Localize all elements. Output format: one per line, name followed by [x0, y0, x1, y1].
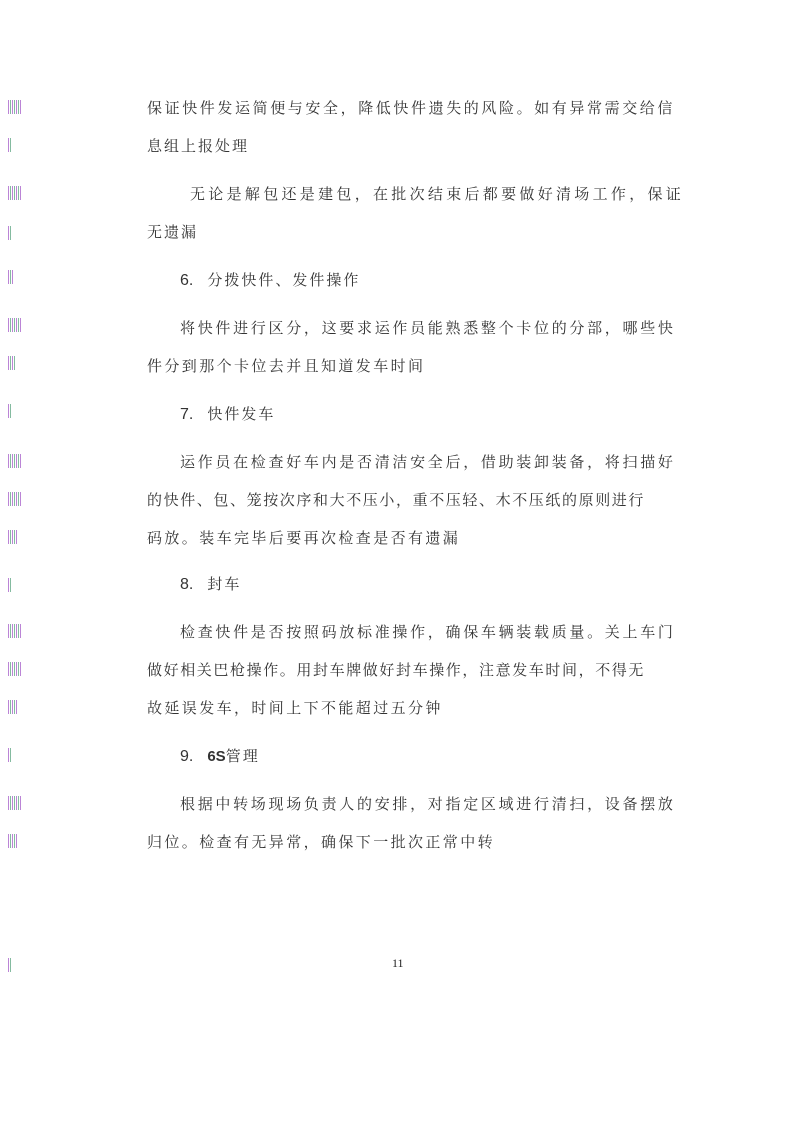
margin-mark [8, 270, 13, 284]
paragraph-line: 件分到那个卡位去并且知道发车时间 [147, 357, 426, 375]
margin-mark [8, 226, 11, 240]
margin-mark [8, 356, 16, 370]
margin-mark [8, 834, 18, 848]
paragraph-line: 无论是解包还是建包，在批次结束后都要做好清场工作，保证 [190, 185, 685, 203]
paragraph-line: 息组上报处理 [147, 137, 250, 155]
margin-mark [8, 492, 22, 506]
section-title: 封车 [207, 575, 242, 593]
paragraph-line: 根据中转场现场负责人的安排，对指定区域进行清扫，设备摆放 [180, 795, 676, 813]
margin-mark [8, 318, 22, 332]
margin-mark [8, 958, 11, 972]
margin-mark [8, 404, 11, 418]
section-number: 7. [180, 406, 194, 423]
section-number: 6. [180, 272, 194, 289]
paragraph-line: 运作员在检查好车内是否清洁安全后，借助装卸装备，将扫描好 [180, 453, 676, 471]
section-title: 快件发车 [207, 405, 276, 423]
margin-mark [8, 530, 18, 544]
margin-scan-marks [4, 0, 24, 1123]
margin-mark [8, 624, 22, 638]
section-title-bold: 6S [207, 748, 226, 765]
section-heading-9 [180, 746, 260, 767]
paragraph-line: 保证快件发运简便与安全，降低快件遗失的风险。如有异常需交给信 [147, 99, 676, 117]
section-heading-7 [180, 404, 275, 425]
paragraph-line: 无遗漏 [147, 223, 199, 241]
margin-mark [8, 748, 11, 762]
paragraph-line: 码放。装车完毕后要再次检查是否有遗漏 [147, 529, 461, 547]
section-heading-6 [180, 270, 360, 291]
section-number: 9. [180, 748, 194, 765]
margin-mark [8, 662, 22, 676]
section-title: 分拨快件、发件操作 [207, 271, 361, 289]
page-number: 11 [392, 956, 404, 970]
margin-mark [8, 796, 22, 810]
margin-mark [8, 138, 12, 152]
margin-mark [8, 578, 11, 592]
paragraph-line: 故延误发车，时间上下不能超过五分钟 [147, 699, 443, 717]
paragraph-line: 的快件、包、笼按次序和大不压小，重不压轻、木不压纸的原则进行 [147, 491, 646, 509]
paragraph-line: 归位。检查有无异常，确保下一批次正常中转 [147, 833, 496, 851]
margin-mark [8, 186, 22, 200]
margin-mark [8, 454, 22, 468]
paragraph-line: 将快件进行区分，这要求运作员能熟悉整个卡位的分部，哪些快 [180, 319, 676, 337]
section-heading-8 [180, 574, 241, 595]
margin-mark [8, 100, 22, 114]
section-number: 8. [180, 576, 194, 593]
section-title: 管理 [225, 747, 260, 765]
paragraph-line: 检查快件是否按照码放标准操作，确保车辆装载质量。关上车门 [180, 623, 676, 641]
margin-mark [8, 700, 18, 714]
paragraph-line: 做好相关巴枪操作。用封车牌做好封车操作，注意发车时间，不得无 [147, 661, 646, 679]
